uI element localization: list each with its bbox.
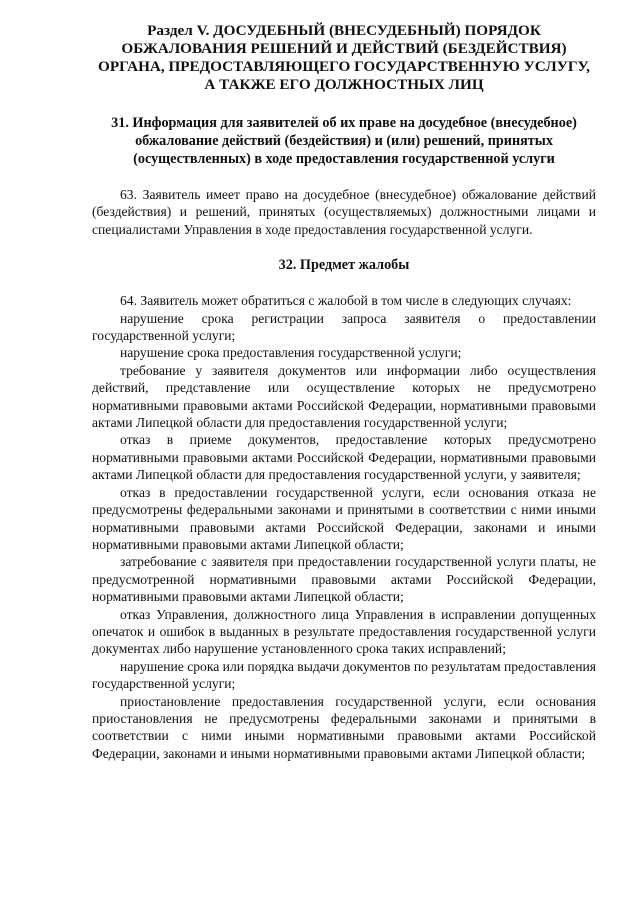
subsection-31-heading-line: 31. Информация для заявителей об их праве на досудебное (внесудебное): [111, 115, 577, 131]
document-page: [92, 22, 596, 762]
paragraph-64: 64. Заявитель может обратиться с жалобой в том числе в следующих случаях:: [120, 293, 572, 309]
complaint-case-item: отказ в предоставлении государственной услуги, если основания отказа не предусмотрены федеральными законами и принятыми в соответствии с ними иными нормативными правовыми актами Российской Федерации, законами и иными нормативными правовыми актами Липецкой области;: [92, 484, 596, 552]
subsection-32-heading: 32. Предмет жалобы: [278, 257, 410, 274]
complaint-case-item: нарушение срока регистрации запроса заявителя о предоставлении государственной услуги;: [92, 310, 596, 344]
section-title-line: ОРГАНА, ПРЕДОСТАВЛЯЮЩЕГО ГОСУДАРСТВЕННУЮ УСЛУГУ,: [98, 58, 590, 75]
complaint-case-item: затребование с заявителя при предоставлении государственной услуги платы, не предусмотренной нормативными правовыми актами Российской Федерации, нормативными правовыми актами Липецкой области;: [92, 554, 596, 605]
complaint-case-item: приостановление предоставления государственной услуги, если основания приостановления не предусмотрены федеральными законами и принятыми в соответствии с ними иными нормативными правовыми актами Российской Федерации, законами и иными нормативными правовыми актами Липецкой области;: [92, 693, 596, 761]
complaint-case-item: отказ Управления, должностного лица Управления в исправлении допущенных опечаток и ошибок в выданных в результате предоставления государственной услуги документах либо нарушение установленного срока таких исправлений;: [92, 606, 596, 657]
section-title-line: Раздел V. ДОСУДЕБНЫЙ (ВНЕСУДЕБНЫЙ) ПОРЯДОК: [147, 22, 541, 39]
complaint-case-item: нарушение срока предоставления государственной услуги;: [120, 345, 462, 361]
section-title: [92, 22, 596, 94]
complaint-case-item: нарушение срока или порядка выдачи документов по результатам предоставления государственной услуги;: [92, 658, 596, 692]
complaint-case-item: отказ в приеме документов, предоставление которых предусмотрено нормативными правовыми актами Российской Федерации, нормативными правовыми актами Липецкой области для предоставления государственной услуги, у заявителя;: [92, 432, 596, 483]
subsection-31-heading: [92, 114, 596, 168]
complaint-case-item: требование у заявителя документов или информации либо осуществления действий, представление или осуществление которых не предусмотрено нормативными правовыми актами Российской Федерации, нормативными правовыми актами Липецкой области для предоставления государственной услуги;: [92, 362, 596, 431]
section-title-line: А ТАКЖЕ ЕГО ДОЛЖНОСТНЫХ ЛИЦ: [204, 76, 484, 93]
subsection-31-heading-line: (осуществленных) в ходе предоставления государственной услуги: [133, 151, 555, 167]
subsection-31-heading-line: обжалование действий (бездействия) и (или) решений, принятых: [135, 133, 553, 149]
paragraph-63: 63. Заявитель имеет право на досудебное (внесудебное) обжалование действий (бездействия) и решений, принятых (осуществляемых) должностными лицами и специалистами Управления в ходе предоставления государственной услуги.: [92, 187, 596, 237]
section-title-line: ОБЖАЛОВАНИЯ РЕШЕНИЙ И ДЕЙСТВИЙ (БЕЗДЕЙСТВИЯ): [121, 40, 567, 57]
